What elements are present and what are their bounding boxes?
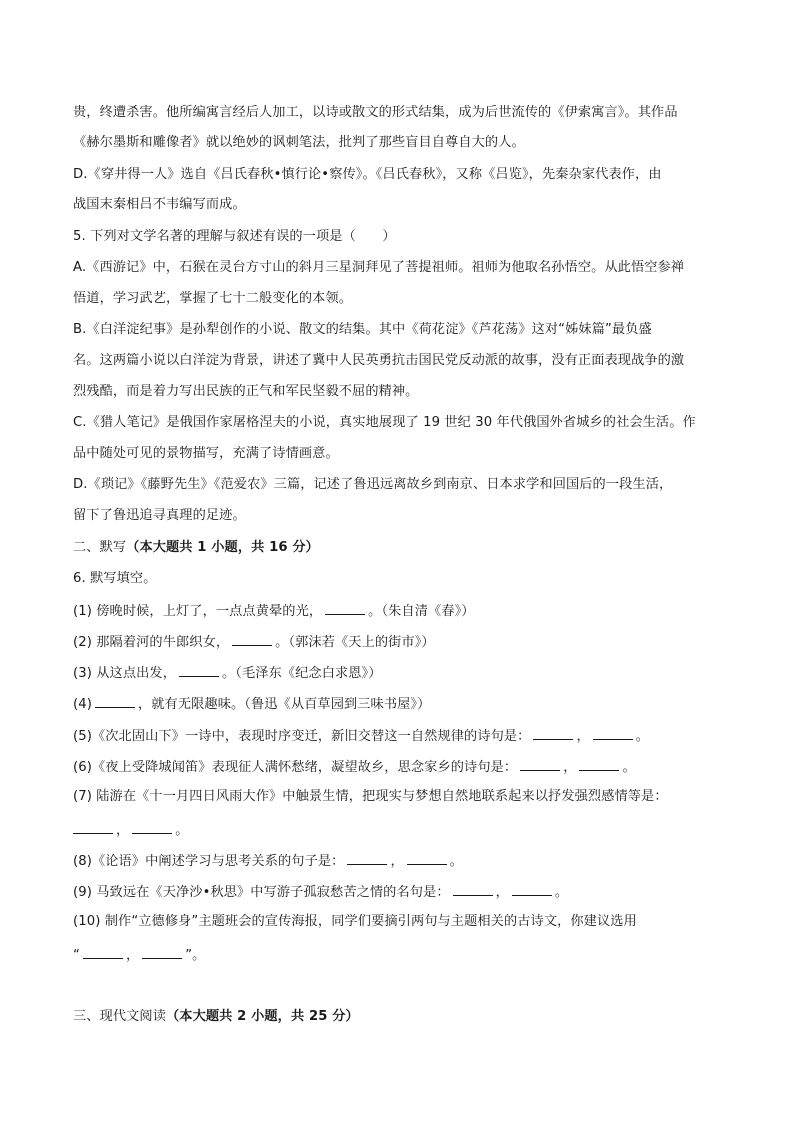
answer-blank[interactable]	[232, 632, 272, 646]
option-b: B.《白洋淀纪事》是孙犁创作的小说、散文的结集。其中《荷花淀》《芦花荡》这对“姊妹篇”最负盛	[73, 322, 652, 337]
fill-item-8: (8)《论语》中阐述学习与思考关系的句子是： ， 。	[73, 851, 463, 871]
text-line: 名。这两篇小说以白洋淀为背景，讲述了冀中人民英勇抗击国民党反动派的故事，没有正面表现战争的激	[73, 353, 685, 368]
fill-item-9: (9) 马致远在《天净沙•秋思》中写游子孤寂愁苦之情的名句是： ， 。	[73, 882, 568, 902]
fill-item-10: (10) 制作“立德修身”主题班会的宣传海报，同学们要摘引两句与主题相关的古诗文，你建议选用	[73, 914, 637, 929]
fill-item-2: (2) 那隔着河的牛郎织女， 。（郭沫若《天上的街市》）	[73, 632, 435, 652]
section-3-note: （本大题共 2 小题，共 25 分）	[166, 1009, 359, 1024]
question-5-stem: 5. 下列对文学名著的理解与叙述有误的一项是（ ）	[73, 229, 396, 244]
answer-blank[interactable]	[512, 882, 552, 896]
answer-blank[interactable]	[95, 694, 135, 708]
answer-blank[interactable]	[593, 726, 633, 740]
fill-item-4: (4) ，就有无限趣味。（鲁迅《从百草园到三味书屋》）	[73, 694, 430, 714]
answer-blank[interactable]	[533, 726, 573, 740]
answer-blank[interactable]	[73, 820, 113, 834]
question-6-stem: 6. 默写填空。	[73, 571, 157, 586]
text-line: 悟道，学习武艺，掌握了七十二般变化的本领。	[73, 291, 353, 306]
section-3-title: 三、现代文阅读	[73, 1009, 167, 1024]
section-2-note: （本大题共 1 小题，共 16 分）	[126, 540, 319, 555]
text-line: 烈残酷，而是着力写出民族的正气和军民坚毅不屈的精神。	[73, 384, 419, 399]
fill-item-3: (3) 从这点出发， 。（毛泽东《纪念白求恩》）	[73, 663, 382, 683]
text-line: 贵，终遭杀害。他所编寓言经后人加工，以诗或散文的形式结集，成为后世流传的《伊索寓言》。其作品	[73, 105, 678, 120]
fill-item-5: (5)《次北固山下》一诗中，表现时序变迁，新旧交替这一自然规律的诗句是： ， 。	[73, 726, 649, 746]
fill-item-1: (1) 傍晚时候，上灯了，一点点黄晕的光， 。（朱自清《春》）	[73, 601, 475, 621]
text-line: 《赫尔墨斯和雕像者》就以绝妙的讽刺笔法，批判了那些盲目自尊自大的人。	[73, 135, 525, 150]
answer-blank[interactable]	[325, 601, 365, 615]
text-line: 战国末秦相吕不韦编写而成。	[73, 197, 246, 212]
section-3-heading	[73, 1008, 359, 1026]
fill-item-6: (6)《夜上受降城闻笛》表现征人满怀愁绪，凝望故乡，思念家乡的诗句是： ， 。	[73, 757, 636, 777]
fill-item-7-answer: ， 。	[73, 820, 189, 840]
option-d: D.《琐记》《藤野先生》《范爱农》三篇，记述了鲁迅远离故乡到南京、日本求学和回国后的一段生活，	[73, 477, 673, 492]
answer-blank[interactable]	[453, 882, 493, 896]
answer-blank[interactable]	[132, 820, 172, 834]
answer-blank[interactable]	[520, 757, 560, 771]
option-a: A.《西游记》中，石猴在灵台方寸山的斜月三星洞拜见了菩提祖师。祖师为他取名孙悟空。从此悟空参禅	[73, 260, 685, 275]
answer-blank[interactable]	[579, 757, 619, 771]
answer-blank[interactable]	[407, 851, 447, 865]
section-2-title: 二、默写	[73, 540, 127, 555]
answer-blank[interactable]	[83, 945, 123, 959]
text-line: 品中随处可见的景物描写，充满了诗情画意。	[73, 446, 339, 461]
text-line: D.《穿井得一人》选自《吕氏春秋•慎行论•察传》。《吕氏春秋》，又称《吕览》，先秦杂家代表作，由	[73, 167, 662, 182]
fill-item-10-answer: “ ， ”。	[73, 945, 205, 965]
text-line: 留下了鲁迅追寻真理的足迹。	[73, 508, 246, 523]
fill-item-7: (7) 陆游在《十一月四日风雨大作》中触景生情，把现实与梦想自然地联系起来以抒发强烈感情等是：	[73, 789, 668, 804]
section-2-heading	[73, 539, 319, 557]
option-c: C.《猎人笔记》是俄国作家屠格涅夫的小说，真实地展现了 19 世纪 30 年代俄国外省城乡的社会生活。作	[73, 415, 696, 430]
answer-blank[interactable]	[142, 945, 182, 959]
answer-blank[interactable]	[347, 851, 387, 865]
answer-blank[interactable]	[179, 663, 219, 677]
